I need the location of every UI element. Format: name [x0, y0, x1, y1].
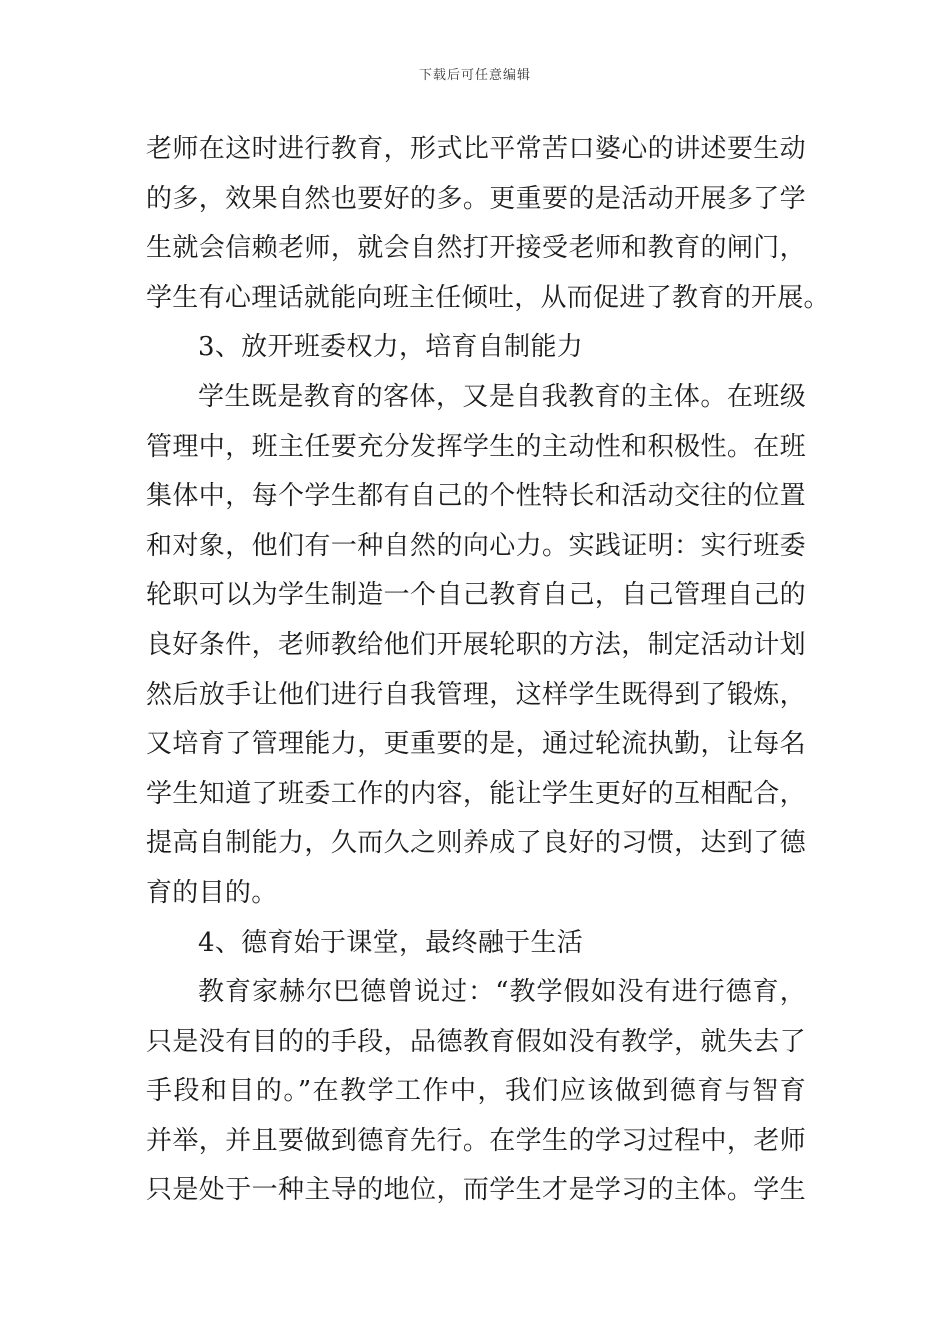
text-line: 学生有心理话就能向班主任倾吐，从而促进了教育的开展。 [146, 282, 830, 313]
page-header: 下载后可任意编辑 [418, 68, 531, 83]
text-line: 老师在这时进行教育，形式比平常苦口婆心的讲述要生动 [146, 134, 806, 164]
text-line: 育的目的。 [146, 877, 278, 908]
text-line: 提高自制能力，久而久之则养成了良好的习惯，达到了德 [146, 828, 806, 859]
text-line: 教育家赫尔巴德曾说过：“教学假如没有进行德育， [198, 977, 806, 1008]
text-line: 集体中，每个学生都有自己的个性特长和活动交往的位置 [146, 481, 806, 512]
text-line: 只是处于一种主导的地位，而学生才是学习的主体。学生 [146, 1175, 806, 1206]
document-body [146, 125, 830, 1216]
text-line: 和对象，他们有一种自然的向心力。实践证明：实行班委 [146, 530, 806, 561]
text-line: 轮职可以为学生制造一个自己教育自己，自己管理自己的 [146, 580, 806, 611]
text-line: 管理中，班主任要充分发挥学生的主动性和积极性。在班 [146, 431, 806, 462]
section-heading: 4、德育始于课堂，最终融于生活 [198, 927, 584, 958]
text-line: 良好条件，老师教给他们开展轮职的方法，制定活动计划 [146, 629, 806, 660]
text-line: 然后放手让他们进行自我管理，这样学生既得到了锻炼， [146, 679, 806, 710]
section-heading: 3、放开班委权力，培育自制能力 [198, 332, 584, 363]
text-line: 又培育了管理能力，更重要的是，通过轮流执勤，让每名 [146, 729, 806, 760]
text-line: 的多，效果自然也要好的多。更重要的是活动开展多了学 [146, 183, 806, 214]
text-line: 手段和目的。”在教学工作中，我们应该做到德育与智育 [146, 1076, 806, 1107]
text-line: 学生知道了班委工作的内容，能让学生更好的互相配合， [146, 778, 806, 809]
text-line: 生就会信赖老师，就会自然打开接受老师和教育的闸门， [146, 233, 806, 264]
text-line: 学生既是教育的客体，又是自我教育的主体。在班级 [198, 381, 806, 412]
text-line: 只是没有目的的手段，品德教育假如没有教学，就失去了 [146, 1026, 806, 1057]
text-line: 并举，并且要做到德育先行。在学生的学习过程中，老师 [146, 1125, 806, 1156]
